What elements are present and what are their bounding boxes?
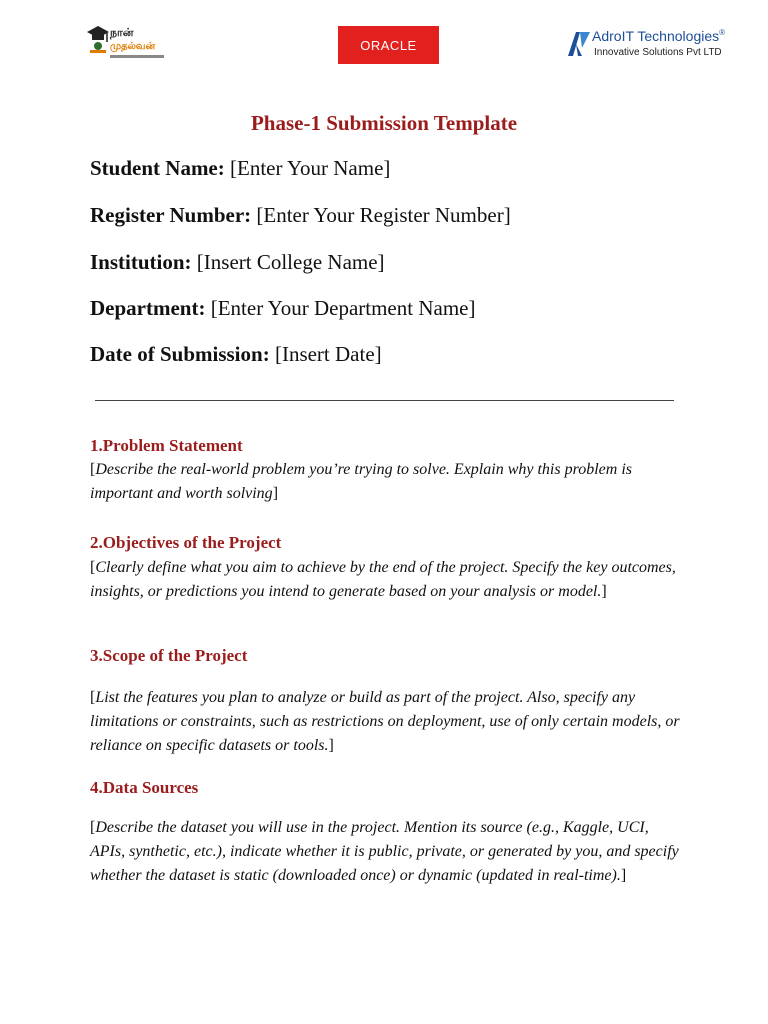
page-title: Phase-1 Submission Template bbox=[250, 111, 518, 135]
section-body-objectives: [Clearly define what you aim to achieve by the end of the project. Specify the key outcomes, insights, or predictions you intend to generate based on your analysis or model.] bbox=[90, 559, 676, 600]
field-value: [Enter Your Register Number] bbox=[256, 203, 511, 227]
field-value: [Enter Your Name] bbox=[230, 156, 391, 180]
logo-tagline-bar bbox=[110, 55, 164, 58]
oracle-logo bbox=[338, 26, 439, 64]
field-value: [Enter Your Department Name] bbox=[210, 296, 476, 320]
field-label: Register Number: bbox=[90, 203, 252, 227]
section-heading-scope: 3.Scope of the Project bbox=[90, 646, 248, 665]
field-label: Department: bbox=[90, 296, 206, 320]
adroit-logo bbox=[568, 26, 738, 66]
department-field bbox=[90, 296, 475, 321]
graduation-cap-icon bbox=[86, 24, 110, 54]
adroit-logo-name: AdroIT Technologies® bbox=[592, 28, 726, 44]
field-label: Student Name: bbox=[90, 156, 225, 180]
institution-field bbox=[90, 250, 385, 275]
register-number-field bbox=[90, 203, 511, 228]
field-value: [Insert College Name] bbox=[196, 250, 385, 274]
oracle-logo-text: ORACLE bbox=[360, 37, 417, 53]
section-heading-data-sources: 4.Data Sources bbox=[90, 778, 199, 797]
section-body-data-sources: [Describe the dataset you will use in the project. Mention its source (e.g., Kaggle, UCI, APIs, synthetic, etc.), indicate whether it is public, private, or generated by you, and specify whether the dataset is static (downloaded once) or dynamic (updated in real-time).] bbox=[90, 819, 679, 884]
page-header bbox=[0, 18, 768, 74]
field-label: Institution: bbox=[90, 250, 192, 274]
logo-text-line2: முதல்வன் bbox=[110, 41, 156, 52]
naan-mudhalvan-logo bbox=[86, 22, 166, 68]
section-heading-objectives: 2.Objectives of the Project bbox=[90, 533, 282, 552]
section-body-problem-statement: [Describe the real-world problem you’re trying to solve. Explain why this problem is important and worth solving] bbox=[90, 461, 632, 502]
adroit-logo-subtitle: Innovative Solutions Pvt LTD bbox=[594, 47, 722, 58]
field-label: Date of Submission: bbox=[90, 342, 270, 366]
date-of-submission-field bbox=[90, 342, 382, 367]
field-value: [Insert Date] bbox=[274, 342, 382, 366]
divider bbox=[95, 400, 674, 401]
logo-text-line1: நான் bbox=[110, 26, 134, 39]
section-heading-problem-statement: 1.Problem Statement bbox=[90, 436, 243, 455]
adroit-mark-icon bbox=[568, 30, 590, 56]
section-body-scope: [List the features you plan to analyze or build as part of the project. Also, specify any limitations or constraints, such as restrictions on deployment, use of only certain models, or reliance on specific datasets or tools.] bbox=[90, 689, 680, 754]
student-name-field bbox=[90, 156, 390, 181]
